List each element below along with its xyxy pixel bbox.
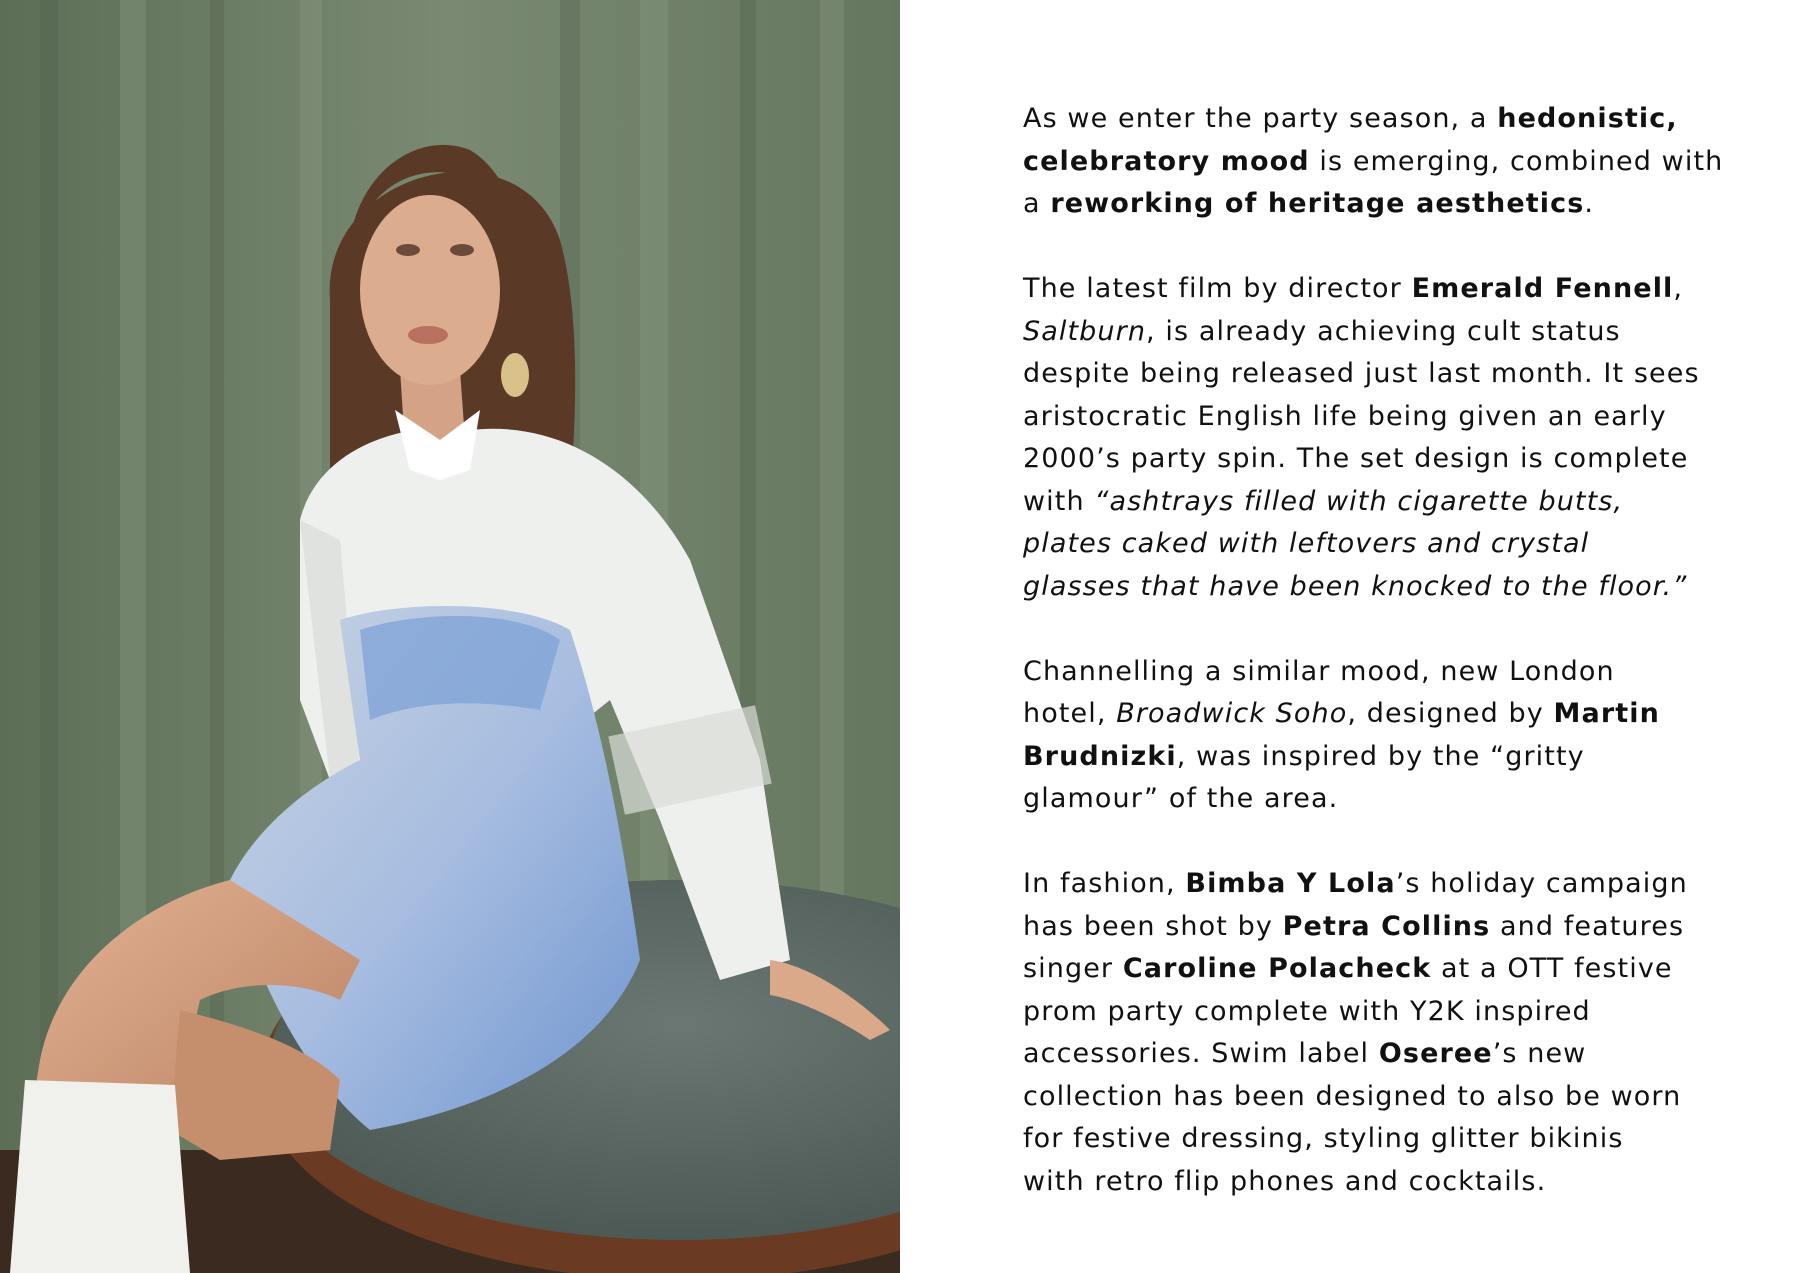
text-span: , is already achieving cult status [1146,315,1621,347]
sock [10,1080,190,1273]
bold-text: Caroline Polacheck [1122,953,1432,984]
text-line: prom party complete with Y2K inspired [1023,995,1591,1027]
face [360,195,500,385]
bold-text: reworking of heritage aesthetics [1050,188,1585,219]
film-title: Saltburn [1023,315,1147,347]
paragraph-saltburn [1023,268,1743,608]
text-line: Channelling a similar mood, new London [1023,655,1615,687]
bold-text: Martin [1553,698,1660,729]
text-span: and features [1490,910,1685,942]
bold-text: Bimba Y Lola [1185,868,1396,899]
text-span: singer [1023,953,1123,984]
bold-text: Brudnizki [1023,740,1177,772]
paragraph-intro [1023,98,1743,226]
quote-text: plates caked with leftovers and crystal [1023,528,1590,559]
text-line: 2000’s party spin. The set design is complete [1023,443,1689,474]
bold-text: celebratory mood [1023,145,1310,177]
text-span: , designed by [1347,698,1554,729]
text-span: ’s new [1492,1038,1587,1069]
text-line: glamour” of the area. [1023,783,1339,814]
text-line: aristocratic English life being given an early [1023,400,1667,432]
paragraph-broadwick [1023,651,1743,821]
text-span: a [1023,188,1051,219]
text-span: has been shot by [1023,910,1283,942]
bold-text: Emerald Fennell [1411,273,1674,304]
earring [501,353,529,397]
text-span: In fashion, [1023,868,1186,899]
article-text [900,0,1800,1273]
text-span: , [1673,273,1684,304]
text-span: The latest film by director [1023,273,1412,304]
text-span: at a OTT festive [1431,953,1673,984]
text-line: with retro flip phones and cocktails. [1023,1165,1547,1197]
quote-text: glasses that have been knocked to the floor.” [1023,570,1688,602]
bold-text: hedonistic, [1497,103,1678,134]
text-span: , was inspired by the “gritty [1176,740,1585,772]
text-span: As we enter the party season, a [1023,103,1498,134]
bold-text: Petra Collins [1282,910,1491,942]
lips [408,326,448,344]
text-span: hotel, [1023,698,1117,729]
paragraph-fashion [1023,863,1743,1203]
text-line: for festive dressing, styling glitter bikinis [1023,1123,1624,1154]
text-span: . [1584,188,1595,219]
text-span: ’s holiday campaign [1395,868,1688,899]
text-span: with [1023,485,1095,517]
quote-text: “ashtrays filled with cigarette butts, [1094,485,1624,517]
hotel-name: Broadwick Soho [1116,698,1348,729]
text-span: accessories. Swim label [1023,1038,1379,1069]
text-line: collection has been designed to also be worn [1023,1080,1682,1112]
bold-text: Oseree [1378,1038,1493,1069]
text-line: despite being released just last month. It sees [1023,358,1700,389]
text-span: is emerging, combined with [1309,145,1724,177]
